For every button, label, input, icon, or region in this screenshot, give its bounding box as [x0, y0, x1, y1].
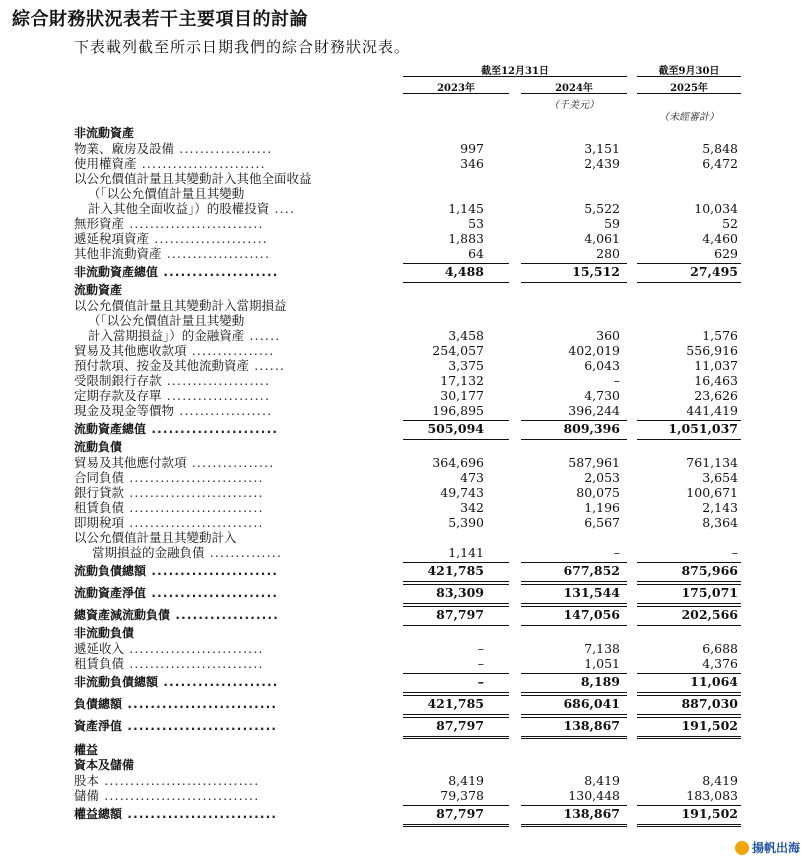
row-label: [74, 328, 280, 343]
row-label-text: 合同負債: [74, 470, 125, 485]
cell-value: 1,051: [584, 656, 620, 671]
unit-label: （千美元）: [549, 100, 599, 111]
cell-value: 6,043: [584, 358, 620, 373]
total-row: [0, 560, 804, 582]
cell-value: 52: [722, 216, 738, 231]
cell-value: 761,134: [686, 455, 738, 470]
leader-dots: ..........................: [124, 656, 264, 671]
cell-value: 8,419: [584, 773, 620, 788]
cell-value: 6,688: [702, 641, 738, 656]
row-label-text: 流動資產淨值: [74, 586, 147, 600]
cell-value: 1,145: [448, 201, 484, 216]
cell-value: 587,961: [568, 455, 620, 470]
header-rule: [403, 76, 627, 77]
row-label: [74, 403, 272, 418]
cell-value: 4,376: [702, 656, 738, 671]
header-rule: [637, 76, 741, 77]
row-label: [74, 171, 312, 186]
cell-value: 17,132: [440, 373, 484, 388]
header-rule: [403, 93, 509, 94]
cell-value: 1,196: [584, 500, 620, 515]
row-label-text: 計入其他全面收益」）的股權投資: [88, 201, 270, 216]
section-heading: [74, 126, 134, 141]
section-heading-row: [0, 743, 804, 758]
row-label-text: 流動負債: [74, 440, 123, 454]
cell-value: 87,797: [436, 607, 484, 622]
row-label: [74, 604, 279, 626]
cell-value: 421,785: [427, 696, 484, 711]
row-label: [74, 715, 277, 737]
cell-value: 887,030: [681, 696, 738, 711]
cell-value: 4,061: [584, 231, 620, 246]
leader-dots: ..........................: [122, 807, 278, 821]
row-label-text: 非流動資產: [74, 126, 135, 140]
leader-dots: ....................: [161, 246, 271, 261]
section-heading-row: [0, 758, 804, 773]
cell-value: 11,064: [690, 674, 738, 689]
leader-dots: ..................: [174, 141, 273, 156]
table-row: [0, 641, 804, 656]
cell-value: 809,396: [563, 421, 620, 436]
cell-value: 2,143: [702, 500, 738, 515]
table-row: [0, 403, 804, 418]
cell-value: 254,057: [432, 343, 484, 358]
cell-value: 1,576: [702, 328, 738, 343]
row-label-text: 非流動資產總值: [74, 265, 159, 279]
table-row: [0, 788, 804, 803]
row-label: [74, 388, 270, 403]
row-label-text: 流動負債總額: [74, 564, 147, 578]
cell-value: 15,512: [572, 264, 620, 279]
row-label-text: 即期稅項: [74, 515, 125, 530]
balance-sheet-table: [0, 126, 804, 825]
cell-value: 4,488: [444, 264, 484, 279]
cell-value: 556,916: [686, 343, 738, 358]
watermark-logo-icon: [735, 841, 749, 855]
row-label-text: 負債總額: [74, 697, 123, 711]
row-label: [74, 656, 264, 671]
table-row: [0, 470, 804, 485]
table-row: [0, 156, 804, 171]
row-label: [74, 298, 287, 313]
row-label: [74, 156, 266, 171]
cell-value: 505,094: [427, 421, 484, 436]
cell-value: 23,626: [694, 388, 738, 403]
cell-value: 4,730: [584, 388, 620, 403]
cell-value: 875,966: [681, 563, 738, 578]
cell-value: 1,051,037: [668, 421, 738, 436]
cell-value: 64: [468, 246, 484, 261]
table-row: [0, 656, 804, 671]
leader-dots: ..........................: [124, 470, 264, 485]
row-label: [74, 201, 295, 216]
row-label: [74, 582, 278, 604]
intro-text: 下表載列截至所示日期我們的綜合財務狀況表。: [74, 38, 411, 56]
cell-value: –: [477, 641, 484, 656]
cell-value: 364,696: [432, 455, 484, 470]
cell-value: 3,458: [448, 328, 484, 343]
cell-value: 59: [604, 216, 620, 231]
leader-dots: ..................: [174, 403, 273, 418]
table-row: [0, 246, 804, 261]
cell-value: 360: [596, 328, 620, 343]
section-heading-row: [0, 440, 804, 455]
cell-value: 30,177: [440, 388, 484, 403]
cell-value: 3,151: [584, 141, 620, 156]
cell-value: 53: [468, 216, 484, 231]
table-row: [0, 231, 804, 246]
row-label: [74, 788, 259, 803]
cell-value: 16,463: [694, 373, 738, 388]
cell-value: 3,654: [702, 470, 738, 485]
row-label-text: 流動資產: [74, 283, 123, 297]
leader-dots: ..............................: [99, 773, 260, 788]
table-row: [0, 515, 804, 530]
leader-dots: ......: [244, 328, 281, 343]
cell-value: –: [613, 545, 620, 560]
section-heading-row: [0, 626, 804, 641]
cell-value: 342: [460, 500, 484, 515]
leader-dots: ......................: [146, 564, 279, 578]
section-heading-row: [0, 126, 804, 141]
row-label: [74, 373, 270, 388]
table-row: [0, 328, 804, 343]
row-label: [74, 530, 237, 545]
row-label: [74, 216, 264, 231]
cell-value: 997: [460, 141, 484, 156]
header-rule: [637, 93, 741, 94]
row-label-text: 遞延稅項資產: [74, 231, 150, 246]
leader-dots: ................: [186, 343, 275, 358]
cell-value: 11,037: [694, 358, 738, 373]
page-title: 綜合財務狀況表若干主要項目的討論: [12, 9, 308, 30]
leader-dots: ..............: [204, 545, 283, 560]
row-label-text: 權益總額: [74, 807, 123, 821]
total-row: [0, 693, 804, 715]
table-row: [0, 186, 804, 201]
row-label: [74, 500, 264, 515]
cell-value: 49,743: [440, 485, 484, 500]
table-row: [0, 455, 804, 470]
leader-dots: ..........................: [124, 216, 264, 231]
row-label-text: 以公允價值計量且其變動計入: [74, 530, 237, 545]
cell-value: 80,075: [576, 485, 620, 500]
cell-value: 473: [460, 470, 484, 485]
cell-value: 83,309: [436, 585, 484, 600]
cell-value: 87,797: [436, 718, 484, 733]
header-year-2025: 2025年: [670, 83, 708, 94]
leader-dots: ................: [186, 455, 275, 470]
leader-dots: ..........................: [124, 641, 264, 656]
cell-value: 183,083: [686, 788, 738, 803]
cell-value: 2,439: [584, 156, 620, 171]
row-label-text: 受限制銀行存款: [74, 373, 162, 388]
row-label-text: 計入當期損益」）的金融資產: [88, 328, 245, 343]
leader-dots: ....: [269, 201, 296, 216]
table-row: [0, 530, 804, 545]
row-label: [74, 261, 279, 283]
row-label-text: （「以公允價值計量且其變動: [88, 186, 245, 201]
cell-value: 629: [714, 246, 738, 261]
cell-value: 8,419: [702, 773, 738, 788]
leader-dots: ......................: [146, 586, 279, 600]
cell-value: 686,041: [563, 696, 620, 711]
section-heading-row: [0, 283, 804, 298]
row-label: [74, 313, 244, 328]
leader-dots: ....................: [158, 675, 279, 689]
cell-value: 280: [596, 246, 620, 261]
cell-value: 421,785: [427, 563, 484, 578]
row-label-text: 貿易及其他應收款項: [74, 343, 187, 358]
table-row: [0, 313, 804, 328]
cell-value: 138,867: [563, 718, 620, 733]
leader-dots: ..........................: [124, 515, 264, 530]
section-heading: [74, 626, 134, 641]
row-label-text: 無形資產: [74, 216, 125, 231]
row-label: [74, 231, 268, 246]
row-label: [74, 343, 274, 358]
total-row: [0, 582, 804, 604]
row-label-text: 股本: [74, 773, 100, 788]
cell-value: 346: [460, 156, 484, 171]
leader-dots: ..........................: [122, 719, 278, 733]
cell-value: –: [477, 674, 484, 689]
cell-value: 131,544: [563, 585, 620, 600]
row-label-text: 遞延收入: [74, 641, 125, 656]
leader-dots: ....................: [158, 265, 279, 279]
leader-dots: ..........................: [122, 697, 278, 711]
row-label-text: 權益: [74, 743, 99, 757]
row-label-text: 銀行貸款: [74, 485, 125, 500]
cell-value: 79,378: [440, 788, 484, 803]
row-label-text: 資產淨值: [74, 719, 123, 733]
row-label-text: 儲備: [74, 788, 100, 803]
row-label: [74, 358, 285, 373]
cell-value: 8,189: [580, 674, 620, 689]
cell-value: 8,419: [448, 773, 484, 788]
cell-value: 677,852: [563, 563, 620, 578]
row-label-text: 資本及儲備: [74, 758, 135, 772]
table-row: [0, 141, 804, 156]
total-row: [0, 604, 804, 626]
table-row: [0, 171, 804, 186]
leader-dots: ....................: [161, 388, 271, 403]
table-row: [0, 545, 804, 560]
cell-value: –: [477, 656, 484, 671]
cell-value: 130,448: [568, 788, 620, 803]
cell-value: 6,472: [702, 156, 738, 171]
table-row: [0, 201, 804, 216]
total-row: [0, 261, 804, 283]
unaudited-label: （未經審計）: [659, 112, 719, 123]
table-row: [0, 485, 804, 500]
cell-value: 27,495: [690, 264, 738, 279]
row-label-text: 租賃負債: [74, 656, 125, 671]
row-label-text: 當期損益的金融負債: [92, 545, 205, 560]
row-label: [74, 693, 277, 715]
table-row: [0, 343, 804, 358]
row-label: [74, 485, 264, 500]
table-row: [0, 773, 804, 788]
cell-value: 191,502: [681, 806, 738, 821]
row-label: [74, 671, 279, 693]
row-label-text: 預付款項、按金及其他流動資產: [74, 358, 250, 373]
section-heading: [74, 758, 134, 773]
cell-value: 1,883: [448, 231, 484, 246]
row-label-text: 物業、廠房及設備: [74, 141, 175, 156]
row-label-text: 流動資產總值: [74, 422, 147, 436]
leader-dots: ....................: [161, 373, 271, 388]
leader-dots: ......................: [149, 231, 269, 246]
table-row: [0, 358, 804, 373]
leader-dots: ......: [249, 358, 286, 373]
cell-value: 1,141: [448, 545, 484, 560]
leader-dots: ........................: [136, 156, 266, 171]
row-label-text: 租賃負債: [74, 500, 125, 515]
total-row: [0, 715, 804, 737]
section-heading: [74, 440, 122, 455]
table-row: [0, 500, 804, 515]
header-year-2024: 2024年: [555, 83, 593, 94]
row-label-text: 以公允價值計量且其變動計入其他全面收益: [74, 171, 312, 186]
row-label: [74, 455, 274, 470]
cell-value: 441,419: [686, 403, 738, 418]
cell-value: –: [613, 373, 620, 388]
row-label-text: 貿易及其他應付款項: [74, 455, 187, 470]
cell-value: 396,244: [568, 403, 620, 418]
cell-value: 7,138: [584, 641, 620, 656]
row-label-text: 定期存款及存單: [74, 388, 162, 403]
total-row: [0, 418, 804, 440]
row-label-text: （「以公允價值計量且其變動: [88, 313, 245, 328]
cell-value: 402,019: [568, 343, 620, 358]
row-label: [74, 418, 278, 440]
row-label: [74, 545, 282, 560]
row-label: [74, 773, 259, 788]
cell-value: 147,056: [563, 607, 620, 622]
cell-value: 6,567: [584, 515, 620, 530]
header-year-2023: 2023年: [437, 83, 475, 94]
cell-value: 87,797: [436, 806, 484, 821]
total-row: [0, 671, 804, 693]
cell-value: 5,848: [702, 141, 738, 156]
row-label: [74, 641, 264, 656]
row-label-text: 非流動負債總額: [74, 675, 159, 689]
row-label: [74, 186, 244, 201]
row-label: [74, 470, 264, 485]
row-label-text: 總資產減流動負債: [74, 608, 171, 622]
row-label-text: 現金及現金等價物: [74, 403, 175, 418]
cell-value: 2,053: [584, 470, 620, 485]
table-row: [0, 216, 804, 231]
row-label-text: 使用權資產: [74, 156, 137, 171]
leader-dots: ..........................: [124, 500, 264, 515]
table-row: [0, 388, 804, 403]
cell-value: 191,502: [681, 718, 738, 733]
row-label: [74, 141, 272, 156]
cell-value: 3,375: [448, 358, 484, 373]
row-label: [74, 560, 278, 582]
cell-value: 4,460: [702, 231, 738, 246]
row-label: [74, 803, 277, 825]
header-group-dec31: 截至12月31日: [481, 66, 549, 77]
cell-value: 5,390: [448, 515, 484, 530]
cell-value: 8,364: [702, 515, 738, 530]
section-heading: [74, 283, 122, 298]
leader-dots: ..........................: [124, 485, 264, 500]
row-label-text: 非流動負債: [74, 626, 135, 640]
cell-value: –: [731, 545, 738, 560]
header-group-sep30: 截至9月30日: [658, 66, 720, 77]
cell-value: 138,867: [563, 806, 620, 821]
cell-value: 10,034: [694, 201, 738, 216]
cell-value: 175,071: [681, 585, 738, 600]
cell-value: 100,671: [686, 485, 738, 500]
cell-value: 202,566: [681, 607, 738, 622]
row-label: [74, 246, 270, 261]
cell-value: 196,895: [432, 403, 484, 418]
leader-dots: ......................: [146, 422, 279, 436]
leader-dots: ..............................: [99, 788, 260, 803]
section-heading: [74, 743, 98, 758]
leader-dots: ..................: [170, 608, 280, 622]
watermark-text: 揚帆出海: [751, 841, 800, 855]
table-row: [0, 373, 804, 388]
table-row: [0, 298, 804, 313]
row-label: [74, 515, 264, 530]
row-label-text: 其他非流動資產: [74, 246, 162, 261]
watermark: [735, 839, 800, 856]
header-rule: [521, 93, 627, 94]
cell-value: 5,522: [584, 201, 620, 216]
row-label-text: 以公允價值計量且其變動計入當期損益: [74, 298, 287, 313]
total-row: [0, 803, 804, 825]
